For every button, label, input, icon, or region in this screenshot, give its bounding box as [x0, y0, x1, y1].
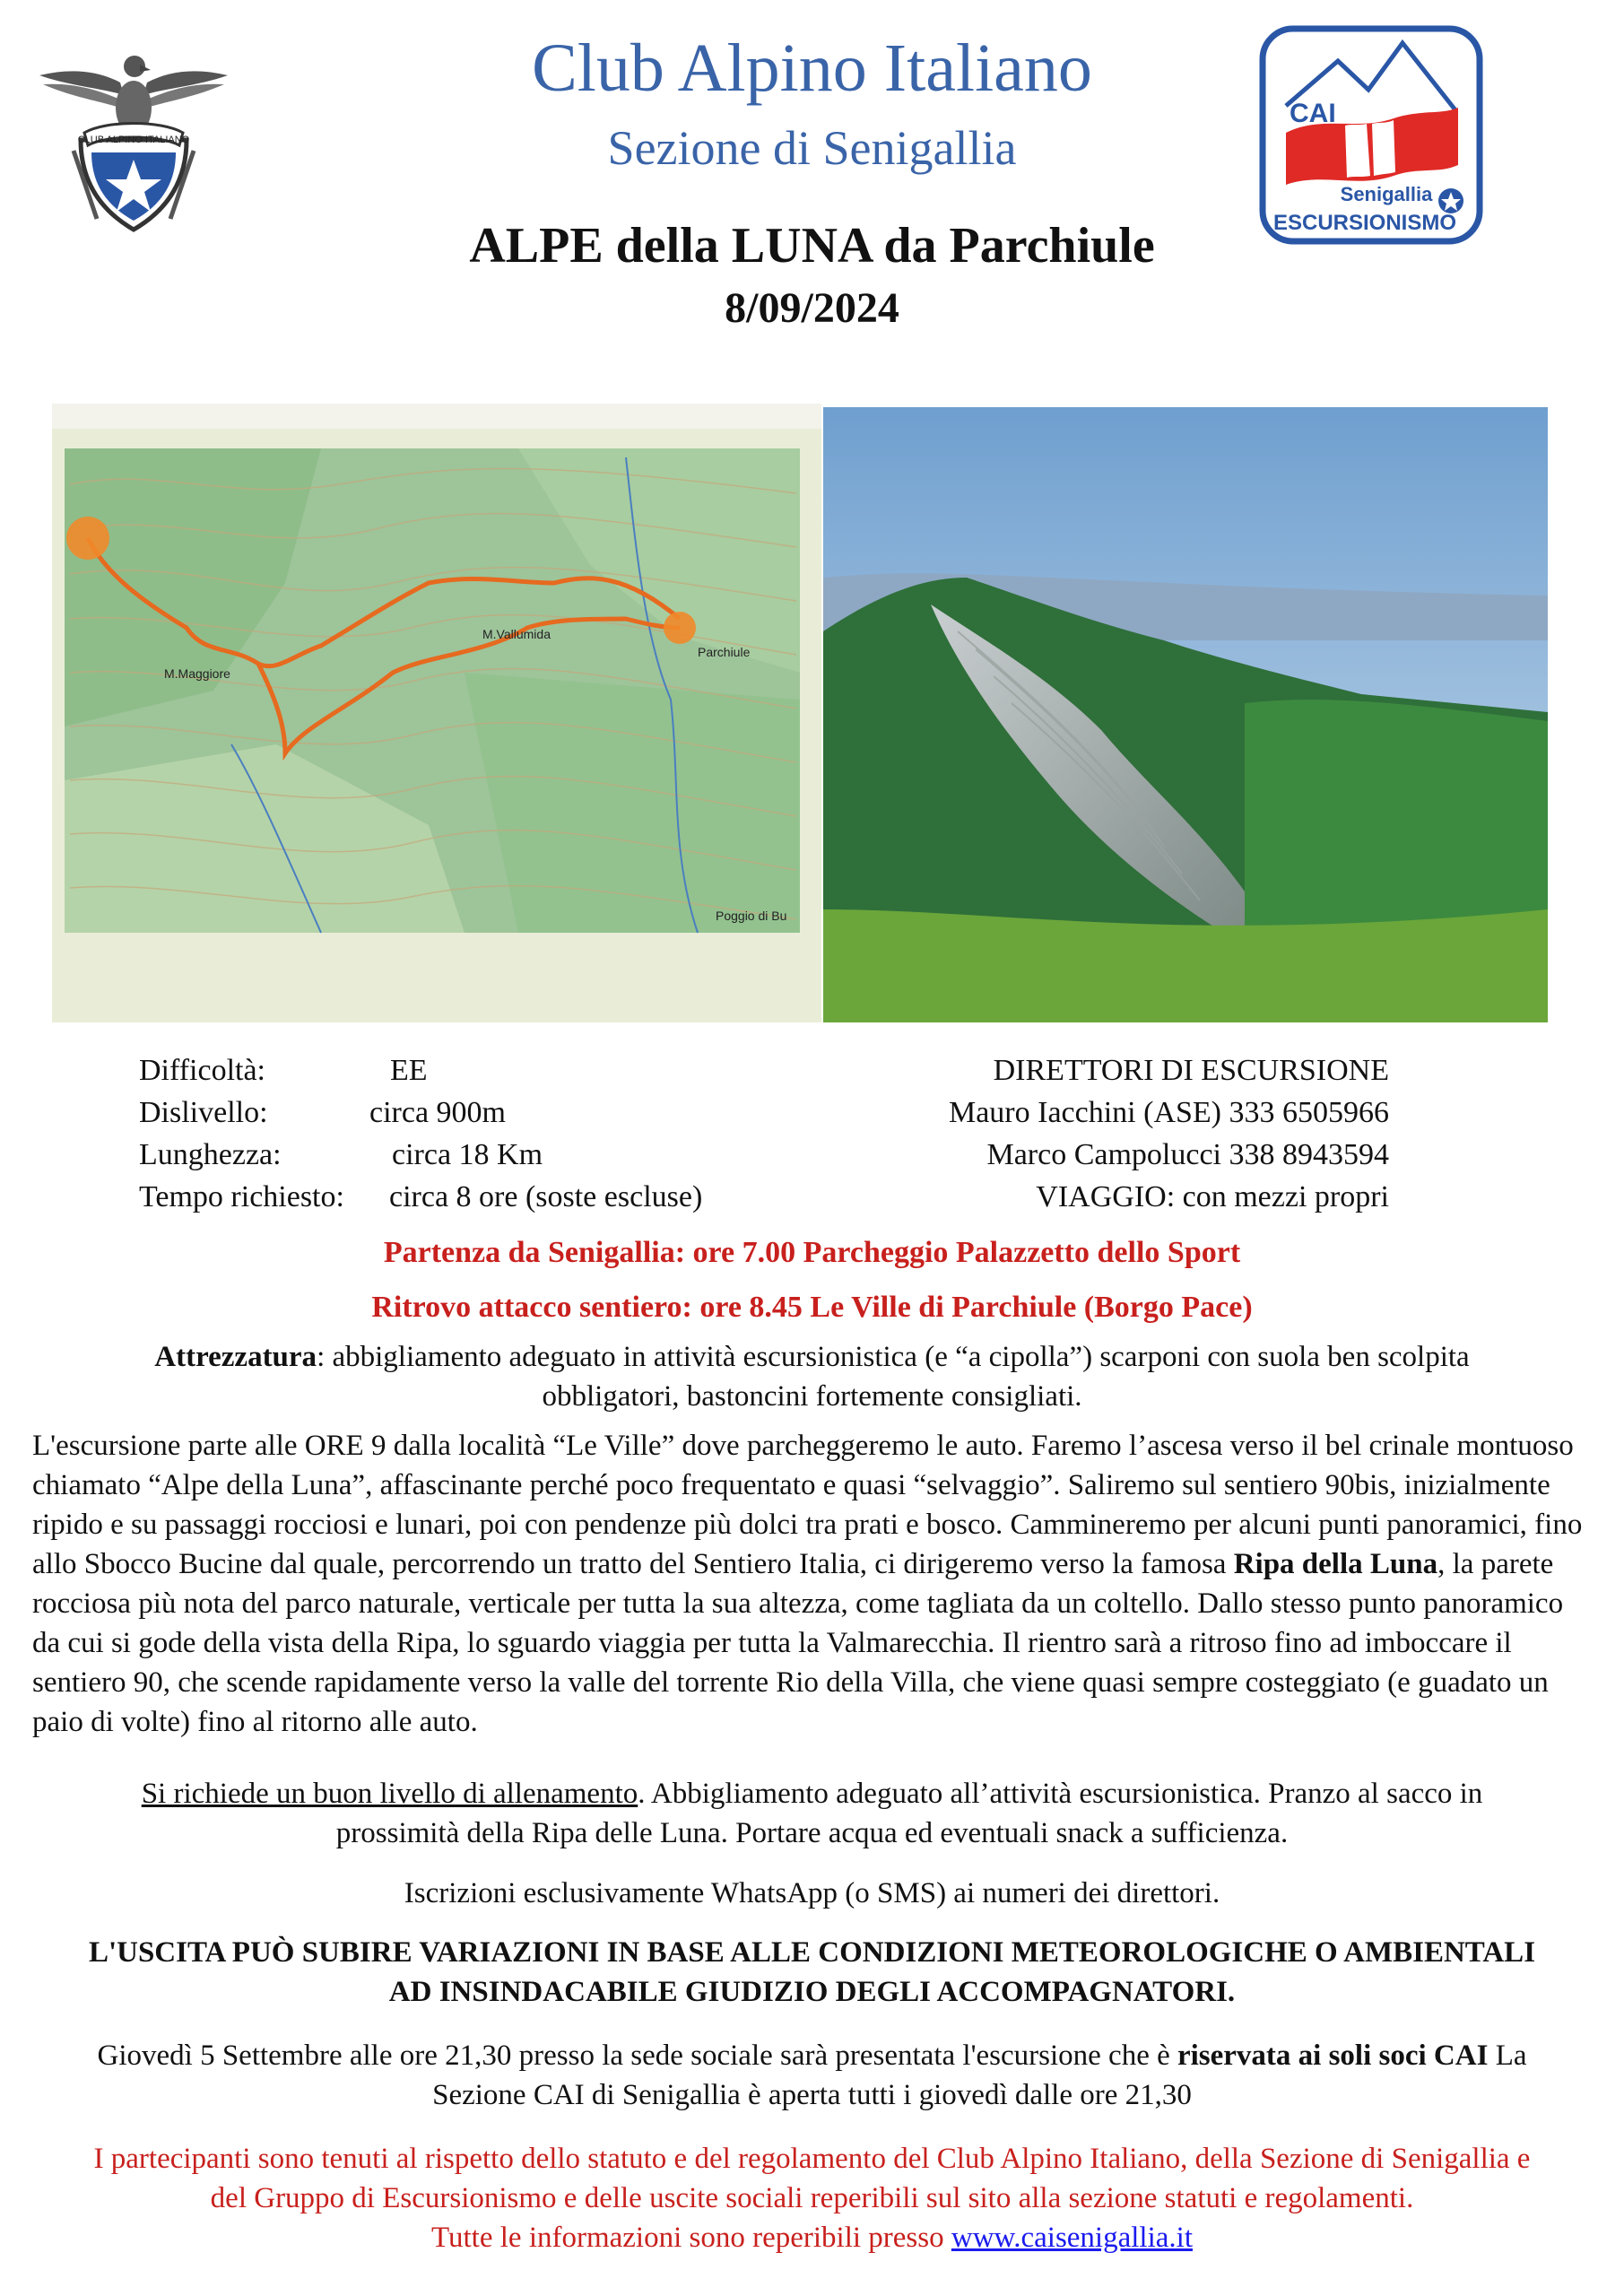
- description-bold: Ripa della Luna: [1233, 1548, 1438, 1580]
- org-title: Club Alpino Italiano: [532, 30, 1092, 106]
- difficulty-label: Difficoltà:: [139, 1054, 265, 1087]
- org-subtitle: Sezione di Senigallia: [607, 121, 1017, 175]
- time-value: circa 8 ore (soste escluse): [389, 1180, 703, 1213]
- equipment-label: Attrezzatura: [154, 1341, 317, 1373]
- training-line-2: prossimità della Ripa delle Luna. Portare acqua ed eventuali snack a sufficienza.: [335, 1817, 1289, 1849]
- director-1: Mauro Iacchini (ASE) 333 6505966: [948, 1096, 1389, 1129]
- right-logo-city: Senigallia: [1340, 183, 1433, 205]
- training-line-1: [0, 1774, 1624, 1813]
- left-logo-banner-text: CLUB ALPINO ITALIANO: [77, 135, 190, 145]
- presentation-bold: riservata ai soli soci CAI: [1177, 2039, 1489, 2072]
- footer-line-2: del Gruppo di Escursionismo e delle uscite sociali reperibili sul sito alla sezione statuti e regolamenti.: [210, 2182, 1414, 2214]
- departure-line: Partenza da Senigallia: ore 7.00 Parcheggio Palazzetto dello Sport: [383, 1236, 1241, 1269]
- presentation-part-1: Giovedì 5 Settembre alle ore 21,30 presso la sede sociale sarà presentata l'escursione che è: [97, 2039, 1177, 2072]
- training-underlined: Si richiede un buon livello di allenamento: [141, 1778, 638, 1810]
- director-2: Marco Campolucci 338 8943594: [986, 1138, 1389, 1171]
- presentation-line-2: Sezione CAI di Senigallia è aperta tutti i giovedì dalle ore 21,30: [432, 2079, 1192, 2111]
- right-logo-section: ESCURSIONISMO: [1272, 211, 1457, 235]
- description-part-1: L'escursione parte alle ORE 9 dalla località “Le Ville” dove parcheggeremo le auto. Faremo l’ascesa verso il bel crinale montuoso chiamato “Alpe della Luna”, affascinante perché poco frequentato e quasi “selvaggio”. Saliremo sul sentiero 90bis, inizialmente ripido e su passaggi rocciosi e lunari, poi con pendenze più dolci tra prati e bosco. Cammineremo per alcuni punti panoramici, fino allo Sbocco Bucine dal quale, percorrendo un tratto del Sentiero Italia, ci dirigeremo verso la famosa: [32, 1430, 1583, 1580]
- description-paragraph: [32, 1426, 1593, 1742]
- event-title: ALPE della LUNA da Parchiule: [469, 218, 1155, 274]
- difficulty-value: EE: [390, 1054, 428, 1087]
- equipment-text-1: : abbigliamento adeguato in attività escursionistica (e “a cipolla”) scarponi con suola ben scolpita: [317, 1341, 1470, 1373]
- equipment-line-2: obbligatori, bastoncini fortemente consigliati.: [542, 1380, 1082, 1413]
- right-logo-cai: CAI: [1290, 99, 1336, 128]
- warning-line-2: AD INSINDACABILE GIUDIZIO DEGLI ACCOMPAGNATORI.: [388, 1976, 1236, 2008]
- footer-line-1: I partecipanti sono tenuti al rispetto dello statuto e del regolamento del Club Alpino Italiano, della Sezione di Senigallia e: [93, 2143, 1531, 2175]
- presentation-line-1: [0, 2036, 1624, 2075]
- footer-line-3-text: Tutte le informazioni sono reperibili presso: [431, 2222, 951, 2254]
- map-label-parchiule: Parchiule: [698, 645, 751, 659]
- trail-map-image: [52, 404, 821, 1022]
- travel-info: VIAGGIO: con mezzi propri: [1036, 1180, 1389, 1213]
- footer-line-3: [0, 2218, 1624, 2257]
- elevation-value: circa 900m: [369, 1096, 506, 1129]
- time-label: Tempo richiesto:: [139, 1180, 344, 1213]
- directors-title: DIRETTORI DI ESCURSIONE: [993, 1054, 1389, 1087]
- registration-line: Iscrizioni esclusivamente WhatsApp (o SMS) ai numeri dei direttori.: [404, 1877, 1220, 1909]
- elevation-label: Dislivello:: [139, 1096, 268, 1129]
- event-date: 8/09/2024: [725, 284, 899, 332]
- map-label-vallumida: M.Vallumida: [482, 627, 551, 641]
- map-label-maggiore: M.Maggiore: [164, 666, 230, 681]
- website-link[interactable]: www.caisenigallia.it: [951, 2222, 1193, 2254]
- presentation-part-2: La: [1488, 2039, 1527, 2072]
- length-value: circa 18 Km: [392, 1138, 543, 1171]
- meeting-line: Ritrovo attacco sentiero: ore 8.45 Le Ville di Parchiule (Borgo Pace): [371, 1291, 1253, 1324]
- training-rest: . Abbigliamento adeguato all’attività escursionistica. Pranzo al sacco in: [638, 1778, 1483, 1810]
- equipment-line-1: [0, 1337, 1624, 1377]
- length-label: Lunghezza:: [139, 1138, 282, 1171]
- warning-line-1: L'USCITA PUÒ SUBIRE VARIAZIONI IN BASE ALLE CONDIZIONI METEOROLOGICHE O AMBIENTALI: [88, 1936, 1536, 1969]
- description-part-2: , la parete rocciosa più nota del parco naturale, verticale per tutta la sua altezza, come tagliata da un coltello. Dallo stesso punto panoramico da cui si gode della vista della Ripa, lo sguardo viaggia per tutta la Valmarecchia. Il rientro sarà a ritroso fino ad imboccare il sentiero 90, che scende rapidamente verso la valle del torrente Rio della Villa, che viene quasi sempre costeggiato (e guadato un paio di volte) fino al ritorno alle auto.: [32, 1548, 1564, 1738]
- map-label-poggio: Poggio di Bu: [716, 909, 787, 923]
- ripa-della-luna-photo: [823, 407, 1548, 1022]
